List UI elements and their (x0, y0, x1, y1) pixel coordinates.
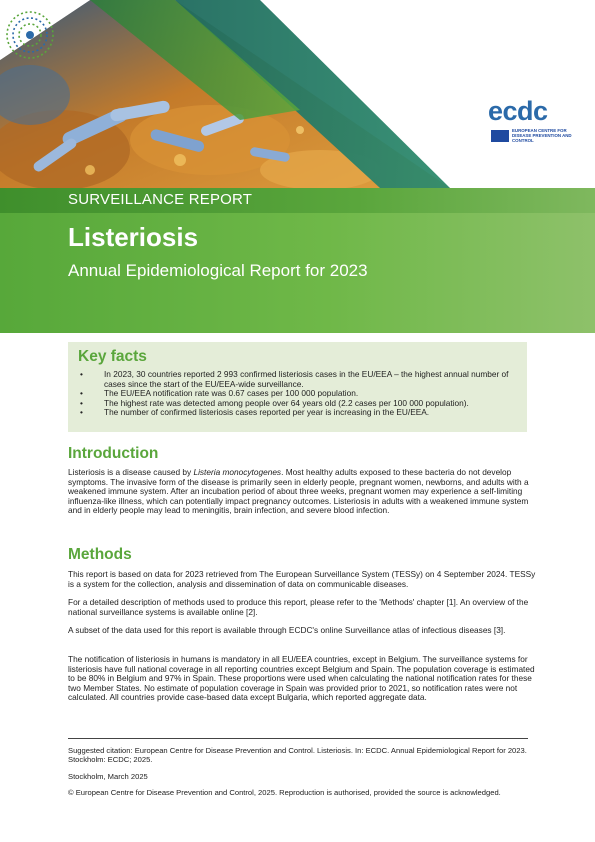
place-date: Stockholm, March 2025 (68, 772, 148, 781)
key-facts-list (78, 370, 517, 418)
ecdc-logo-text: ecdc (488, 96, 548, 126)
introduction-paragraph (68, 468, 538, 516)
list-item: • The EU/EEA notification rate was 0.67 cases per 100 000 population. (78, 389, 517, 399)
cover-image (0, 0, 595, 188)
key-facts-box (68, 342, 527, 432)
page-title: Listeriosis (68, 222, 199, 252)
intro-text-start: Listeriosis is a disease caused by (68, 467, 194, 477)
eu-flag-icon (491, 130, 509, 142)
methods-paragraph-4: The notification of listeriosis in humans is mandatory in all EU/EEA countries, except in Belgium. The surveillance systems for listeriosis have full national coverage in all reporting countries except Belgium and Spain. The population coverage is estimated to be 80% in Belgium and 97% in Spain. These proportions were used when calculating the national notification rates for these two Member States. No estimate of population coverage in Spain was provided prior to 2021, so notification rates were not calculated. All countries provide case-based data except Bulgaria, which reported aggregate data. (68, 654, 535, 703)
footer-divider (68, 738, 528, 739)
list-item: • The highest rate was detected among people over 64 years old (2.2 cases per 100 000 population). (78, 399, 517, 409)
list-item: • In 2023, 30 countries reported 2 993 confirmed listeriosis cases in the EU/EEA – the highest annual number of cases since the start of the EU/EEA-wide surveillance. (78, 370, 517, 389)
copyright-notice: © European Centre for Disease Prevention and Control, 2025. Reproduction is authorised, provided the source is acknowledged. (68, 788, 501, 797)
list-item: • The number of confirmed listeriosis cases reported per year is increasing in the EU/EEA. (78, 408, 517, 418)
methods-paragraph-2: For a detailed description of methods used to produce this report, please refer to the 'Methods' chapter [1]. An overview of the national surveillance systems is available online [2]. (68, 597, 529, 617)
suggested-citation: Suggested citation: European Centre for Disease Prevention and Control. Listeriosis. In: ECDC. Annual Epidemiological Report for 2023. Stockholm: ECDC; 2025. (68, 746, 527, 764)
report-type: SURVEILLANCE REPORT (68, 191, 253, 208)
intro-text-italic: Listeria monocytogenes (193, 467, 282, 477)
ecdc-logo-subtitle: EUROPEAN CENTRE FOR DISEASE PREVENTION AND CONTROL (512, 128, 572, 143)
key-facts-heading: Key facts (78, 348, 147, 365)
methods-paragraph-1: This report is based on data for 2023 retrieved from The European Surveillance System (TESSy) on 4 September 2024. TESSy is a system for the collection, analysis and dissemination of data on communicable diseases. (68, 569, 536, 589)
intro-text-end: . Most healthy adults exposed to these bacteria do not develop symptoms. The invasive form of the disease is primarily seen in elderly people, pregnant women, newborns, and adults with a weakened immune system. After an incubation period of about three weeks, pregnant women may experience a self-limiting influenza-like illness, which can potentially impact pregnancy outcomes. Listeriosis in adults with a weakened immune system and in elderly people may lead to meningitis, brain infection, and severe blood infection. (68, 467, 529, 516)
ecdc-globe-icon (0, 0, 110, 90)
introduction-heading: Introduction (68, 445, 159, 462)
methods-heading: Methods (68, 546, 132, 563)
methods-paragraph-3: A subset of the data used for this report is available through ECDC's online Surveillance atlas of infectious diseases [3]. (68, 625, 506, 635)
page-subtitle: Annual Epidemiological Report for 2023 (68, 261, 368, 280)
